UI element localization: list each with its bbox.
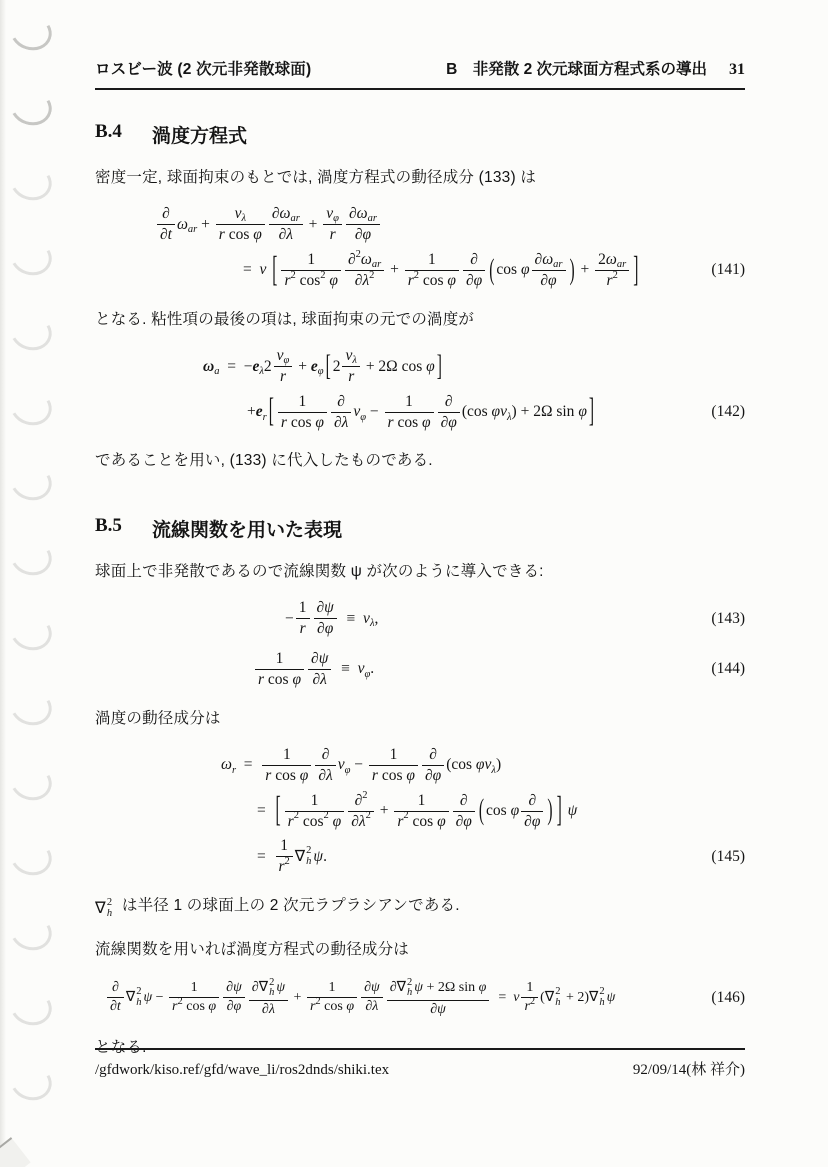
- paragraph-b5-intro: 球面上で非発散であるので流線関数 ψ が次のように導入できる:: [95, 562, 544, 580]
- section-title: 流線関数を用いた表現: [151, 519, 342, 541]
- equation-row: + e r [ 1 r cos φ $\frac{\partial}{\partial\lambda}$ v φ − 1 r cos φ $\frac{\partial}{\partial\varphi}$ (cos φ v λ ) + 2Ω sin φ ] (142): [247, 392, 745, 431]
- laplacian-note-text: は半径 1 の球面上の 2 次元ラプラシアンである.: [117, 896, 460, 914]
- footer-date-author: 92/09/14(林 祥介): [632, 1062, 745, 1078]
- equation-number: (144): [711, 660, 745, 678]
- page-footer: [95, 1048, 745, 1079]
- page-number: 31: [729, 61, 745, 78]
- equation-row: $\frac{\partial}{\partial t}$ ω ar + v λ r cos φ ∂ ω ar ∂λ + v φ r ∂ ω ar ∂φ: [155, 205, 745, 244]
- equation-row: $\frac{\partial}{\partial t}$ ∇ 2 h ψ − 1 r 2 cos φ $\frac{\partial\psi}{\partial\varphi}$ ∂ ∇ 2 h ψ ∂λ + 1 r 2 cos φ $\frac{\partial\psi}{\partial\lambda}$ ∂ ∇ 2 h ψ + 2Ω sin φ ∂ψ = ν 1 r 2 ( ∇ 2 h + 2) ∇ 2 h ψ (146): [105, 978, 745, 1018]
- section-heading-b4: [95, 121, 745, 148]
- equation-number: (143): [711, 609, 745, 627]
- binding-ring-mark: [5, 158, 56, 205]
- binding-ring-mark: [5, 683, 56, 730]
- equation-number: (145): [711, 847, 745, 865]
- section-number: B.4: [95, 121, 122, 142]
- binding-ring-mark: [5, 233, 56, 280]
- page-content: [95, 0, 745, 1059]
- running-header: [95, 57, 745, 90]
- binding-ring-mark: [5, 833, 56, 880]
- binding-ring-mark: [5, 533, 56, 580]
- equation-row: ω a = − e λ 2 v φ r + e φ [ 2 v λ r + 2Ω cos φ ]: [203, 347, 442, 385]
- equation-146: [95, 978, 745, 1018]
- binding-ring-mark: [5, 608, 56, 655]
- binding-ring-mark: [5, 308, 56, 355]
- equation-145: [95, 746, 745, 876]
- section-heading-b5: [95, 515, 745, 542]
- section-number: B.5: [95, 514, 122, 536]
- paragraph-streamfunc-lead: 流線関数を用いれば渦度方程式の動径成分は: [95, 941, 410, 959]
- equation-row: = ν [ 1 r 2 cos 2 φ ∂ 2 ω ar ∂λ 2 + 1 r 2 cos φ $\frac{\partial}{\partial\varphi}$ ( cos φ ∂ ω ar ∂φ ) + 2 ω ar r 2 ] (141): [243, 248, 745, 290]
- header-left-title: ロスビー波 (2 次元非発散球面): [95, 61, 312, 78]
- equation-number: (146): [711, 988, 745, 1006]
- header-section-title: B 非発散 2 次元球面方程式系の導出: [446, 61, 707, 78]
- equation-row: = 1 r 2 ∇ 2 h ψ . (145): [257, 837, 745, 876]
- binding-ring-mark: [5, 758, 56, 805]
- binding-ring-mark: [5, 983, 56, 1030]
- spiral-binding-marks: [4, 0, 64, 1167]
- equation-141: [95, 205, 745, 289]
- equation-143-144: [95, 599, 745, 688]
- paragraph-laplacian-note: [95, 895, 745, 920]
- equation-number: (142): [711, 403, 745, 421]
- binding-ring-mark: [5, 383, 56, 430]
- equation-142: [95, 347, 745, 431]
- binding-ring-mark: [5, 8, 56, 55]
- equation-row: 1 r cos φ $\frac{\partial\psi}{\partial\lambda}$ ≡ v φ . (144): [253, 650, 745, 689]
- paragraph-b4-intro: 密度一定, 球面拘束のもとでは, 渦度方程式の動径成分 (133) は: [95, 169, 537, 186]
- paragraph-closing: となる.: [95, 1038, 147, 1056]
- nabla-h-squared-symbol: ∇ 2 h: [95, 897, 113, 919]
- paragraph-after-eq141: となる. 粘性項の最後の項は, 球面拘束の元での渦度が: [95, 310, 475, 328]
- footer-file-path: /gfdwork/kiso.ref/gfd/wave_li/ros2dnds/shiki.tex: [95, 1062, 390, 1078]
- binding-ring-mark: [5, 1058, 56, 1105]
- equation-row: ω r = 1 r cos φ $\frac{\partial}{\partial\lambda}$ v φ − 1 r cos φ $\frac{\partial}{\partial\varphi}$ (cos φ v λ ): [221, 746, 502, 784]
- section-title: 渦度方程式: [151, 126, 247, 147]
- equation-row: − $\frac{1}{r}$ $\frac{\partial\psi}{\partial\varphi}$ ≡ v λ , (143): [285, 599, 745, 638]
- paragraph-after-eq142: であることを用い, (133) に代入したものである.: [95, 452, 433, 470]
- equation-number: (141): [711, 261, 745, 279]
- binding-ring-mark: [5, 458, 56, 505]
- binding-ring-mark: [5, 908, 56, 955]
- paragraph-vorticity-lead: 渦度の動径成分は: [95, 709, 221, 727]
- equation-row: = [ 1 r 2 cos 2 φ ∂ 2 ∂λ 2 + 1 r 2 cos φ $\frac{\partial}{\partial\varphi}$ ( cos φ $\frac{\partial}{\partial\varphi}$ ) ] ψ: [257, 789, 578, 831]
- binding-ring-mark: [5, 83, 56, 130]
